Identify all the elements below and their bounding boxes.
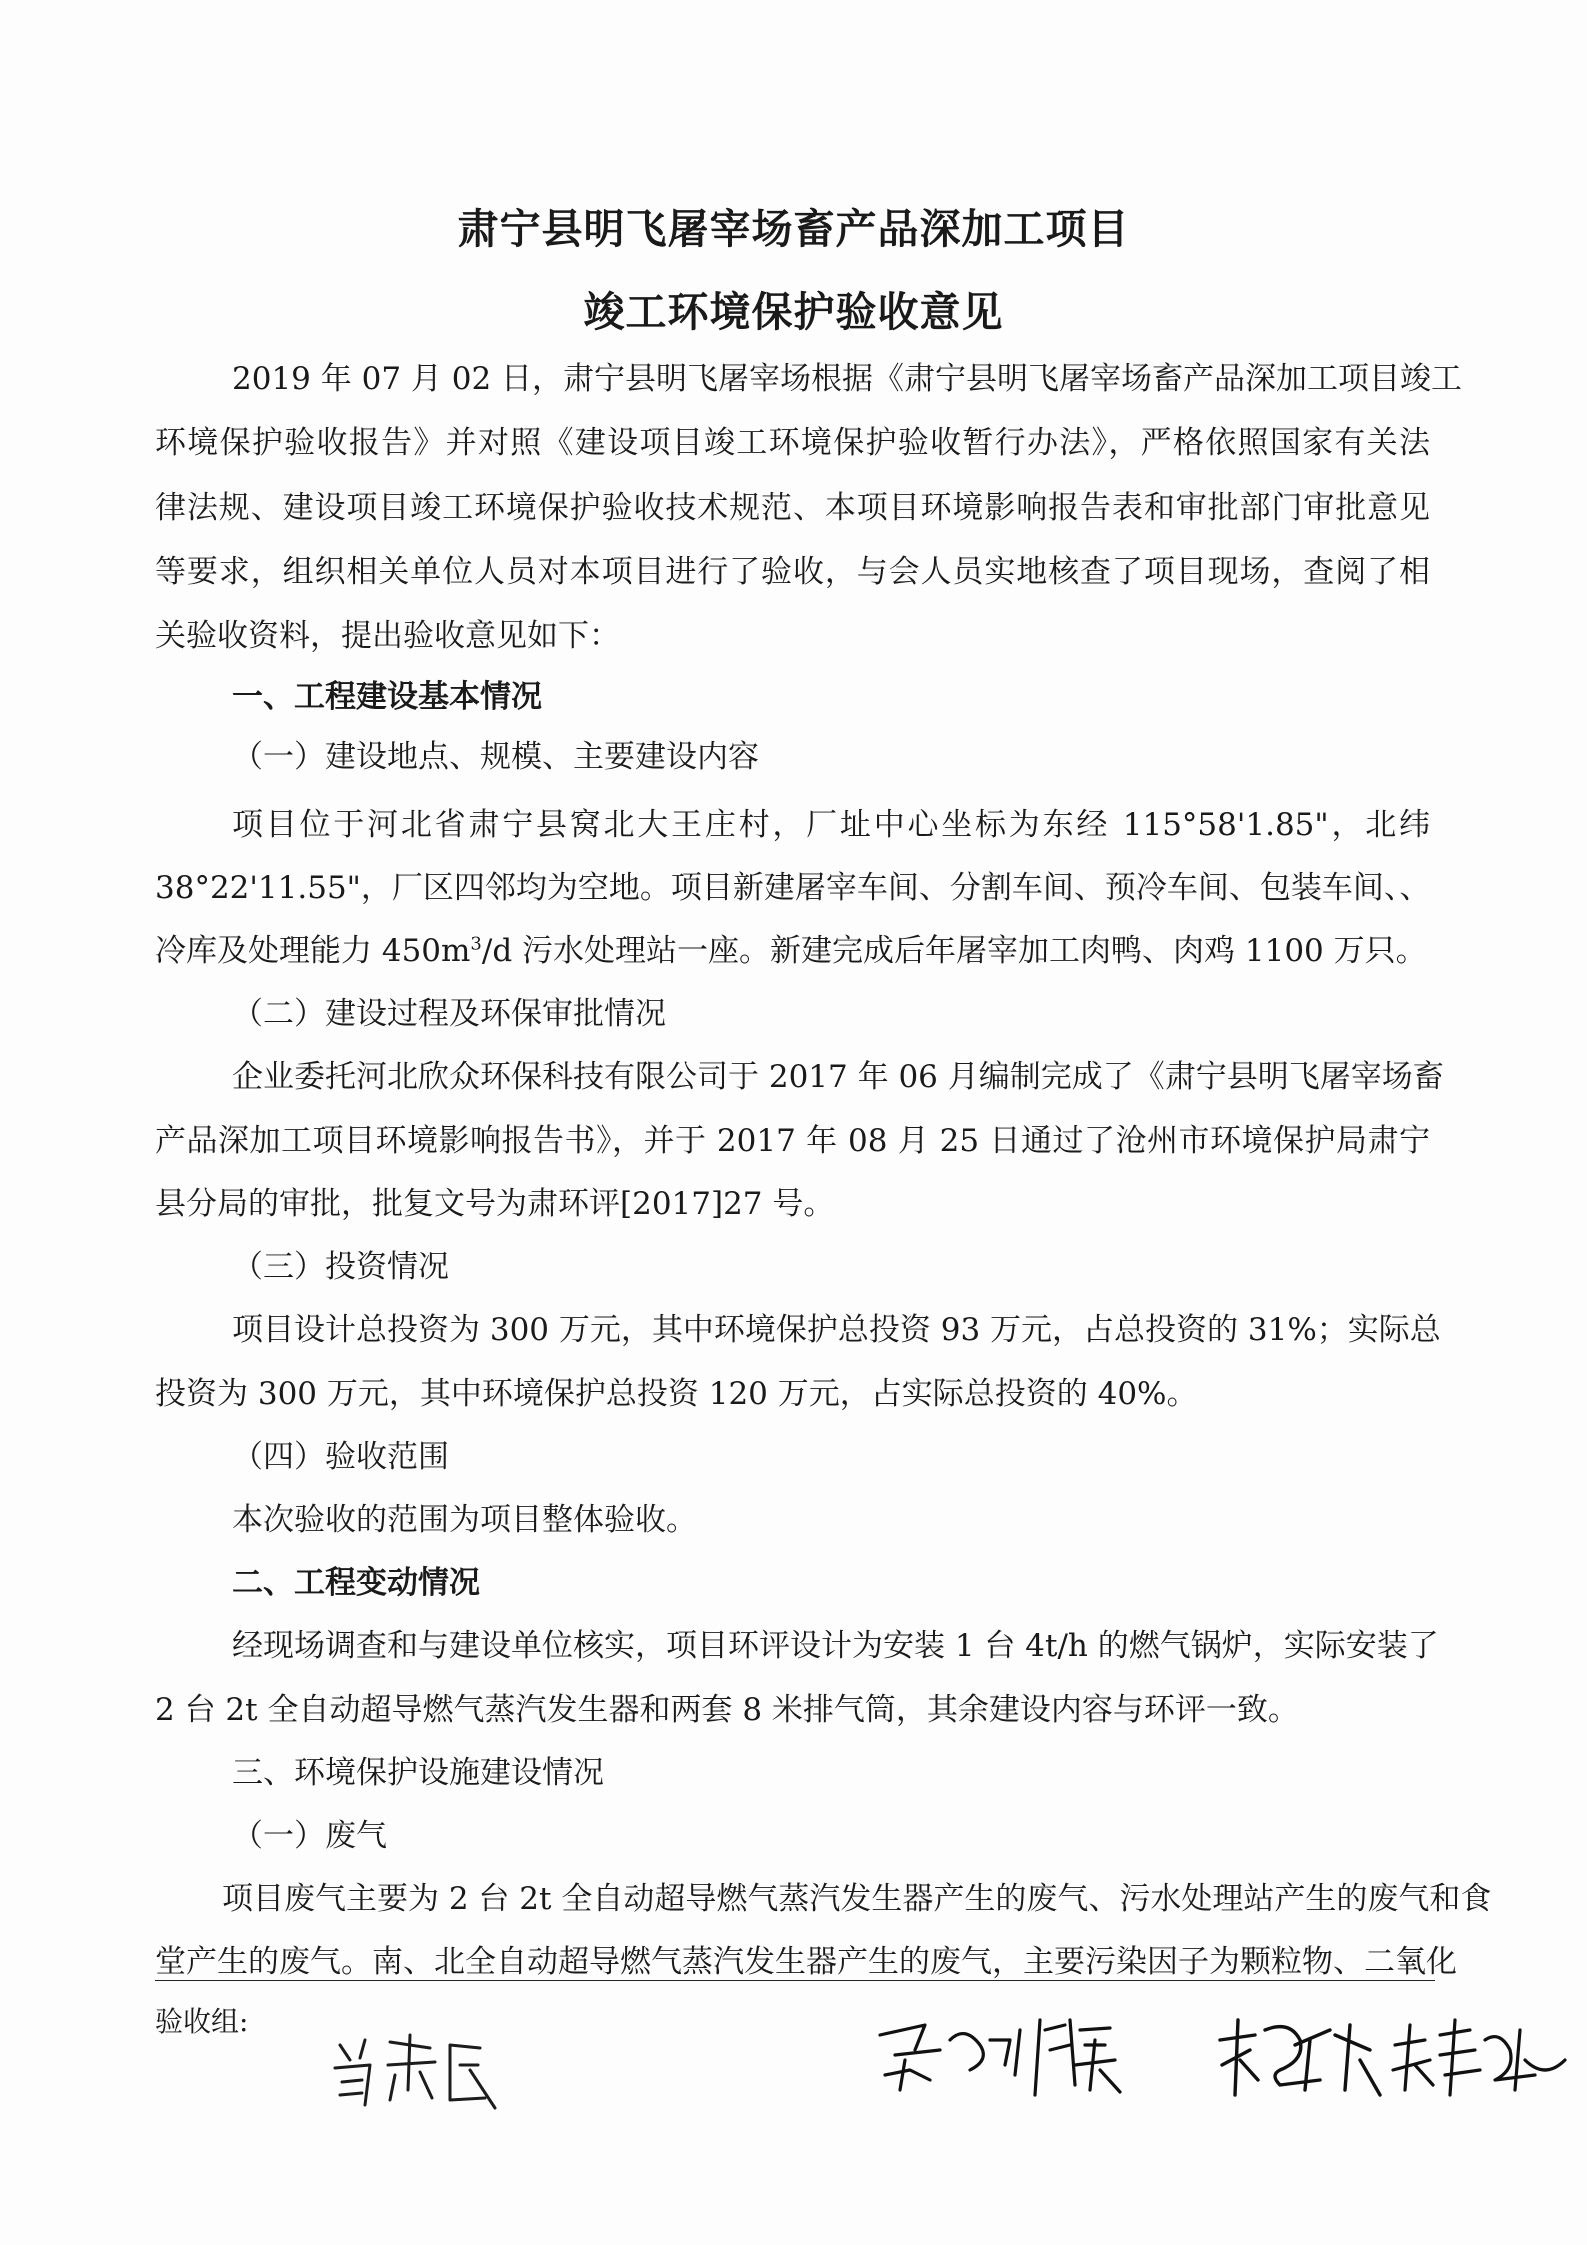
section-heading-1: 一、工程建设基本情况 xyxy=(232,679,542,715)
investment-line: 投资为 300 万元，其中环境保护总投资 120 万元，占实际总投资的 40%。 xyxy=(155,1376,1198,1412)
scope-line: 本次验收的范围为项目整体验收。 xyxy=(232,1502,697,1538)
signature-4 xyxy=(1385,2000,1570,2110)
change-line: 经现场调查和与建设单位核实，项目环评设计为安装 1 台 4t/h 的燃气锅炉，实际安装了 xyxy=(232,1628,1439,1664)
exhaust-line: 堂产生的废气。南、北全自动超导燃气蒸汽发生器产生的废气，主要污染因子为颗粒物、二氧化 xyxy=(155,1944,1457,1980)
location-line: 38°22'11.55"，厂区四邻均为空地。项目新建屠宰车间、分割车间、预冷车间、包装车间、、 xyxy=(155,870,1431,906)
exhaust-line: 项目废气主要为 2 台 2t 全自动超导燃气蒸汽发生器产生的废气、污水处理站产生的废气和食 xyxy=(222,1881,1492,1917)
title-line-2: 竣工环境保护验收意见 xyxy=(583,288,1004,336)
intro-line: 关验收资料，提出验收意见如下： xyxy=(155,618,620,654)
subsection-heading: （二）建设过程及环保审批情况 xyxy=(232,996,666,1032)
signature-3 xyxy=(1210,2000,1390,2110)
approval-line: 企业委托河北欣众环保科技有限公司于 2017 年 06 月编制完成了《肃宁县明飞屠宰场畜 xyxy=(232,1059,1444,1095)
signature-1 xyxy=(320,2020,510,2115)
investment-line: 项目设计总投资为 300 万元，其中环境保护总投资 93 万元，占总投资的 31%；实际总 xyxy=(232,1312,1441,1348)
acceptance-group-label: 验收组: xyxy=(155,2005,249,2038)
subsection-heading: （一）废气 xyxy=(232,1818,387,1854)
intro-line: 律法规、建设项目竣工环境保护验收技术规范、本项目环境影响报告表和审批部门审批意见 xyxy=(155,490,1430,526)
approval-line: 县分局的审批，批复文号为肃环评[2017]27 号。 xyxy=(155,1186,835,1222)
footer-divider xyxy=(155,1980,1435,1981)
intro-line: 等要求，组织相关单位人员对本项目进行了验收，与会人员实地核查了项目现场，查阅了相 xyxy=(155,554,1430,590)
capacity-line: 冷库及处理能力 $450m^3/d$ 污水处理站一座。新建完成后年屠宰加工肉鸭、肉鸡 1100 万只。 xyxy=(155,933,1427,969)
title-line-1: 肃宁县明飞屠宰场畜产品深加工项目 xyxy=(457,205,1130,253)
section-heading-3: 三、环境保护设施建设情况 xyxy=(232,1755,604,1791)
subsection-heading: （四）验收范围 xyxy=(232,1439,449,1475)
approval-line: 产品深加工项目环境影响报告书》，并于 2017 年 08 月 25 日通过了沧州市环境保护局肃宁 xyxy=(155,1123,1430,1159)
change-line: 2 台 2t 全自动超导燃气蒸汽发生器和两套 8 米排气筒，其余建设内容与环评一致。 xyxy=(155,1692,1299,1728)
location-line: 项目位于河北省肃宁县窝北大王庄村，厂址中心坐标为东经 115°58'1.85"，北纬 xyxy=(232,807,1430,843)
subsection-heading: （一）建设地点、规模、主要建设内容 xyxy=(232,739,759,775)
section-heading-2: 二、工程变动情况 xyxy=(232,1565,480,1601)
intro-line: 环境保护验收报告》并对照《建设项目竣工环境保护验收暂行办法》，严格依照国家有关法 xyxy=(155,425,1430,461)
intro-line: 2019 年 07 月 02 日，肃宁县明飞屠宰场根据《肃宁县明飞屠宰场畜产品深加工项目竣工 xyxy=(232,361,1463,397)
subsection-heading: （三）投资情况 xyxy=(232,1249,449,1285)
signature-2 xyxy=(870,2000,1190,2110)
